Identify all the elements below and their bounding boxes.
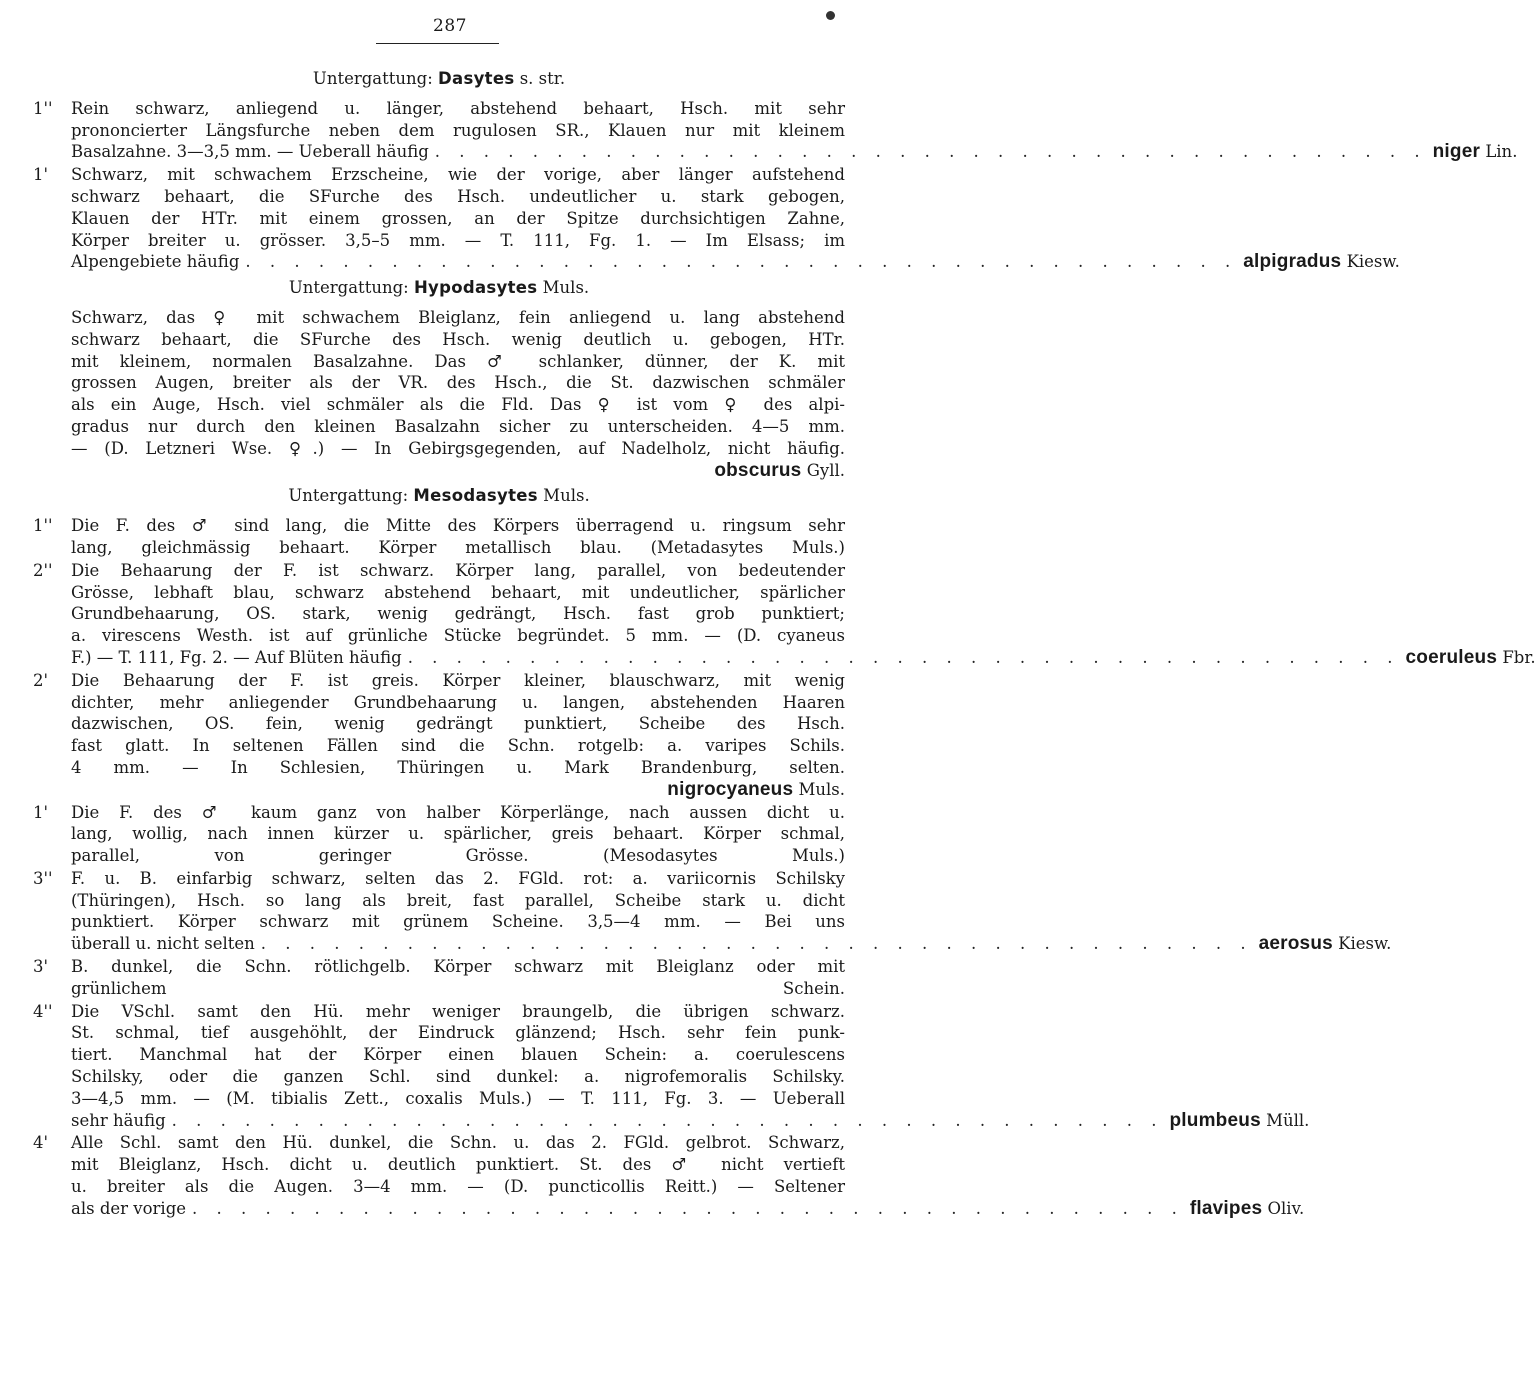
couplet-number: 1''	[33, 98, 53, 118]
heading-suffix: s. str.	[519, 69, 566, 88]
paragraph-line: grossen Augen, breiter als der VR. des Hsch., die St. dazwischen schmäler	[71, 373, 845, 393]
dot-leader: . . . . . . . . . . . . . . . . . . . . . . . . . . . . . . . . . . . . . . . . .	[260, 934, 1253, 954]
couplet-number: 2''	[33, 560, 53, 580]
species-name	[1406, 647, 1536, 669]
subgenus-name: Hypodasytes	[413, 278, 538, 298]
species-epithet: nigrocyaneus	[667, 778, 794, 800]
couplet-number: 1'	[33, 165, 49, 185]
couplet-number: 3''	[33, 868, 53, 888]
dot-leader: . . . . . . . . . . . . . . . . . . . . . . . . . . . . . . . . . . . . . . . . .	[171, 1110, 1164, 1130]
entry-line: (Thüringen), Hsch. so lang als breit, fast parallel, Scheibe stark u. dicht	[71, 890, 845, 910]
species-name	[1243, 251, 1400, 273]
dot-leader: . . . . . . . . . . . . . . . . . . . . . . . . . . . . . . . . . . . . . . . . .	[245, 252, 1238, 272]
entry-line: a. virescens Westh. ist auf grünliche Stücke begründet. 5 mm. — (D. cyaneus	[71, 626, 845, 646]
species-name	[71, 779, 845, 801]
key-entry	[33, 802, 845, 867]
entry-line: Die Behaarung der F. ist schwarz. Körper lang, parallel, von bedeutender	[71, 560, 845, 580]
key-entry	[33, 164, 1400, 273]
page-number: 287	[433, 16, 467, 36]
entry-line: Rein schwarz, anliegend u. länger, abstehend behaart, Hsch. mit sehr	[71, 98, 845, 118]
entry-line: Schilsky, oder die ganzen Schl. sind dunkel: a. nigrofemoralis Schilsky.	[71, 1067, 845, 1087]
entry-line: parallel, von geringer Grösse. (Mesodasytes Muls.)	[71, 846, 845, 866]
entry-line: B. dunkel, die Schn. rötlichgelb. Körper schwarz mit Bleiglanz oder mit	[71, 957, 845, 977]
species-name	[1259, 933, 1392, 955]
heading-prefix: Untergattung:	[288, 278, 409, 298]
species-epithet: aerosus	[1258, 933, 1333, 955]
entry-line-text: F.) — T. 111, Fg. 2. — Auf Blüten häufig	[71, 647, 402, 667]
dot-leader: . . . . . . . . . . . . . . . . . . . . . . . . . . . . . . . . . . . . . . . . .	[434, 142, 1427, 162]
couplet-number: 4''	[33, 1001, 53, 1021]
couplet-number: 2'	[33, 670, 49, 690]
species-author: Lin.	[1485, 142, 1518, 162]
entry-line: Schwarz, mit schwachem Erzscheine, wie der vorige, aber länger aufstehend	[71, 165, 845, 185]
subgenus-heading	[33, 277, 845, 299]
dotted-leader-line	[71, 646, 1536, 669]
ink-spot	[826, 11, 835, 20]
entry-line-text: Alpengebiete häufig	[71, 252, 240, 272]
species-author: Muls.	[798, 779, 845, 799]
entry-line: mit Bleiglanz, Hsch. dicht u. deutlich punktiert. St. des ♂ nicht vertieft	[71, 1155, 845, 1175]
subgenus-heading	[33, 485, 845, 507]
species-name	[1433, 141, 1518, 163]
species-epithet: alpigradus	[1243, 251, 1342, 273]
key-entry	[33, 1001, 1310, 1132]
species-name	[71, 460, 845, 482]
couplet-number: 3'	[33, 957, 49, 977]
species-name	[1170, 1110, 1310, 1132]
subgenus-heading	[33, 68, 845, 90]
entry-line: Die F. des ♂ sind lang, die Mitte des Körpers überragend u. ringsum sehr	[71, 516, 845, 536]
paragraph-line: mit kleinem, normalen Basalzahne. Das ♂ schlanker, dünner, der K. mit	[71, 351, 845, 371]
couplet-number: 1'	[33, 802, 49, 822]
paragraph-line: Schwarz, das ♀ mit schwachem Bleiglanz, fein anliegend u. lang abstehend	[71, 307, 845, 327]
entry-line: F. u. B. einfarbig schwarz, selten das 2. FGld. rot: a. variicornis Schilsky	[71, 868, 845, 888]
entry-line-text: sehr häufig	[71, 1110, 166, 1130]
entry-line: grünlichem Schein.	[71, 978, 845, 998]
key-entry	[33, 560, 1536, 669]
description-paragraph	[33, 307, 845, 481]
page-content	[33, 64, 1536, 1221]
entry-line: Grösse, lebhaft blau, schwarz abstehend behaart, mit undeutlicher, spärlicher	[71, 582, 845, 602]
species-author: Oliv.	[1267, 1198, 1305, 1218]
key-entry	[33, 868, 1392, 955]
heading-prefix: Untergattung:	[288, 486, 409, 506]
key-entry	[33, 1132, 1305, 1219]
entry-line: dazwischen, OS. fein, wenig gedrängt punktiert, Scheibe des Hsch.	[71, 714, 845, 734]
dotted-leader-line	[71, 251, 1400, 273]
heading-suffix: Muls.	[543, 486, 590, 506]
species-author: Müll.	[1266, 1110, 1310, 1130]
entry-line: Die F. des ♂ kaum ganz von halber Körperlänge, nach aussen dicht u.	[71, 802, 845, 822]
dotted-leader-line	[71, 1197, 1305, 1220]
couplet-number: 1''	[33, 516, 53, 536]
entry-line: lang, wollig, nach innen kürzer u. spärlicher, greis behaart. Körper schmal,	[71, 824, 845, 844]
species-epithet: plumbeus	[1169, 1109, 1261, 1131]
entry-line: Alle Schl. samt den Hü. dunkel, die Schn. u. das 2. FGld. gelbrot. Schwarz,	[71, 1133, 845, 1153]
entry-line: 3—4,5 mm. — (M. tibialis Zett., coxalis Muls.) — T. 111, Fg. 3. — Ueberall	[71, 1088, 845, 1108]
heading-prefix: Untergattung:	[312, 69, 433, 88]
dotted-leader-line	[71, 933, 1392, 955]
entry-line: u. breiter als die Augen. 3—4 mm. — (D. puncticollis Reitt.) — Seltener	[71, 1177, 845, 1197]
entry-line: tiert. Manchmal hat der Körper einen blauen Schein: a. coerulescens	[71, 1045, 845, 1065]
dot-leader: . . . . . . . . . . . . . . . . . . . . . . . . . . . . . . . . . . . . . . . . .	[192, 1198, 1184, 1218]
entry-line: Grundbehaarung, OS. stark, wenig gedrängt, Hsch. fast grob punktiert;	[71, 604, 845, 624]
entry-line-text: überall u. nicht selten	[71, 934, 255, 954]
entry-line-text: als der vorige	[71, 1198, 187, 1218]
paragraph-line: als ein Auge, Hsch. viel schmäler als die Fld. Das ♀ ist vom ♀ des alpi-	[71, 395, 845, 415]
paragraph-line: — (D. Letzneri Wse. ♀.) — In Gebirgsgegenden, auf Nadelholz, nicht häufig.	[71, 438, 845, 458]
key-entry	[33, 956, 845, 1000]
key-entry	[33, 98, 1518, 163]
dot-leader: . . . . . . . . . . . . . . . . . . . . . . . . . . . . . . . . . . . . . . . . .	[407, 647, 1400, 667]
entry-line: dichter, mehr anliegender Grundbehaarung u. langen, abstehenden Haaren	[71, 692, 845, 712]
species-author: Gyll.	[806, 460, 845, 480]
entry-line: schwarz behaart, die SFurche des Hsch. undeutlicher u. stark gebogen,	[71, 186, 845, 206]
entry-line: 4 mm. — In Schlesien, Thüringen u. Mark Brandenburg, selten.	[71, 757, 845, 777]
species-epithet: obscurus	[714, 459, 802, 481]
entry-line: punktiert. Körper schwarz mit grünem Scheine. 3,5—4 mm. — Bei uns	[71, 912, 845, 932]
entry-line: Die Behaarung der F. ist greis. Körper kleiner, blauschwarz, mit wenig	[71, 670, 845, 690]
species-author: Kiesw.	[1346, 252, 1400, 272]
dotted-leader-line	[71, 1109, 1310, 1132]
paragraph-line: gradus nur durch den kleinen Basalzahn sicher zu unterscheiden. 4—5 mm.	[71, 416, 845, 436]
species-epithet: coeruleus	[1405, 646, 1498, 668]
dotted-leader-line	[71, 141, 1518, 163]
subgenus-name: Dasytes	[438, 69, 515, 88]
couplet-number: 4'	[33, 1133, 49, 1153]
species-author: Kiesw.	[1338, 934, 1392, 954]
entry-line: prononcierter Längsfurche neben dem rugulosen SR., Klauen nur mit kleinem	[71, 120, 845, 140]
species-epithet: niger	[1432, 141, 1481, 163]
header-rule	[376, 43, 499, 44]
entry-line: Körper breiter u. grösser. 3,5–5 mm. — T. 111, Fg. 1. — Im Elsass; im	[71, 230, 845, 250]
species-epithet: flavipes	[1189, 1197, 1263, 1219]
species-name	[1190, 1198, 1304, 1220]
entry-line: Die VSchl. samt den Hü. mehr weniger braungelb, die übrigen schwarz.	[71, 1001, 845, 1021]
entry-line: Klauen der HTr. mit einem grossen, an der Spitze durchsichtigen Zahne,	[71, 208, 845, 228]
heading-suffix: Muls.	[542, 278, 590, 298]
entry-line-text: Basalzahne. 3—3,5 mm. — Ueberall häufig	[71, 142, 429, 162]
entry-line: St. schmal, tief ausgehöhlt, der Eindruck glänzend; Hsch. sehr fein punk-	[71, 1023, 845, 1043]
species-author: Fbr.	[1502, 647, 1536, 667]
key-entry	[33, 515, 845, 559]
entry-line: lang, gleichmässig behaart. Körper metallisch blau. (Metadasytes Muls.)	[71, 537, 845, 557]
entry-line: fast glatt. In seltenen Fällen sind die Schn. rotgelb: a. varipes Schils.	[71, 736, 845, 756]
paragraph-line: schwarz behaart, die SFurche des Hsch. wenig deutlich u. gebogen, HTr.	[71, 329, 845, 349]
key-entry	[33, 670, 845, 801]
subgenus-name: Mesodasytes	[413, 486, 538, 506]
